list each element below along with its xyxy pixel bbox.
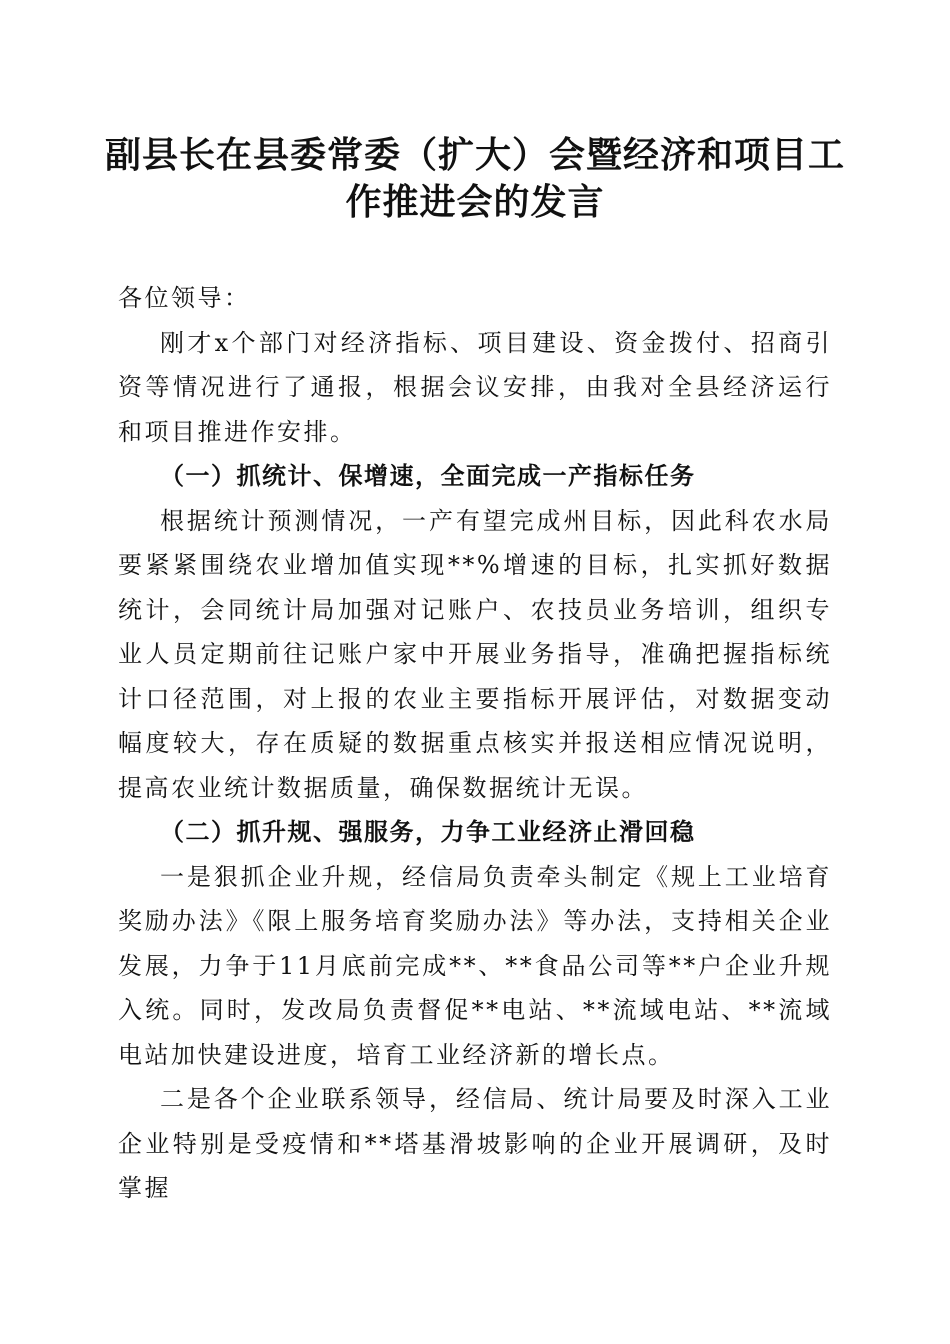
section-1-paragraph: 根据统计预测情况，一产有望完成州目标，因此科农水局要紧紧围绕农业增加值实现**%增速的目标，扎实抓好数据统计，会同统计局加强对记账户、农技员业务培训，组织专业人员定期前往记账户家中开展业务指导，准确把握指标统计口径范围，对上报的农业主要指标开展评估，对数据变动幅度较大，存在质疑的数据重点核实并报送相应情况说明，提高农业统计数据质量，确保数据统计无误。 — [118, 506, 832, 802]
section-2-paragraph-1: 一是狠抓企业升规，经信局负责牵头制定《规上工业培育奖励办法》《限上服务培育奖励办法》等办法，支持相关企业发展，力争于11月底前完成**、**食品公司等**户企业升规入统。同时，发改局负责督促**电站、**流域电站、**流域电站加快建设进度，培育工业经济新的增长点。 — [118, 862, 832, 1069]
document-title: 副县长在县委常委（扩大）会暨经济和项目工作推进会的发言 — [104, 135, 845, 223]
document-body — [118, 276, 832, 1211]
intro-paragraph: 刚才x个部门对经济指标、项目建设、资金拨付、招商引资等情况进行了通报，根据会议安排，由我对全县经济运行和项目推进作安排。 — [118, 328, 832, 446]
section-2-heading: （二）抓升规、强服务，力争工业经济止滑回稳 — [160, 818, 696, 846]
section-2-paragraph-2: 二是各个企业联系领导，经信局、统计局要及时深入工业企业特别是受疫情和**塔基滑坡影响的企业开展调研，及时掌握 — [118, 1085, 832, 1202]
salutation: 各位领导： — [118, 284, 251, 312]
section-1-heading: （一）抓统计、保增速，全面完成一产指标任务 — [160, 462, 696, 490]
